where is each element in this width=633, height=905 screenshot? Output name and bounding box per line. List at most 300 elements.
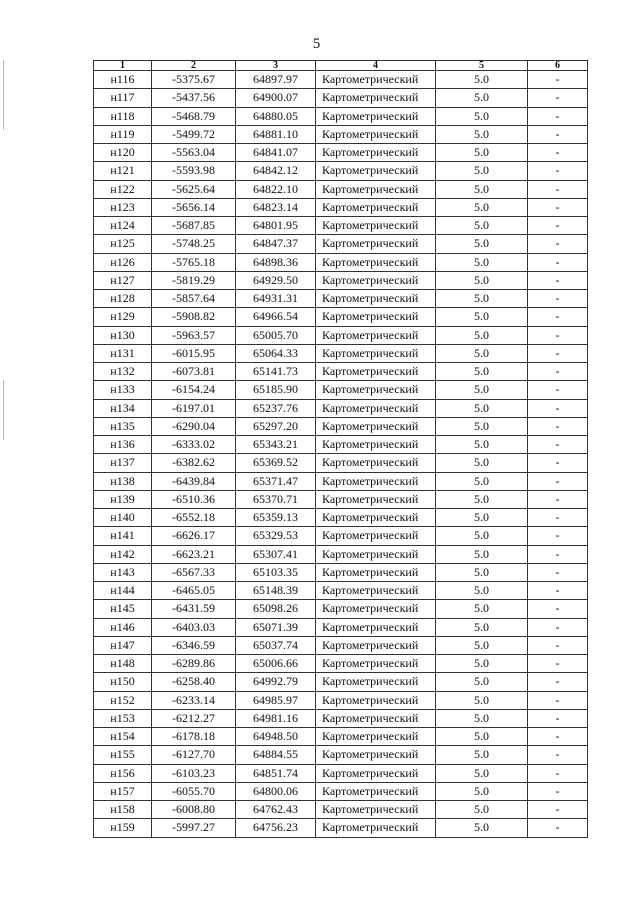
cell-method: Картометрический — [316, 490, 436, 508]
page-number: 5 — [312, 36, 321, 52]
cell-point-id: н123 — [94, 198, 152, 216]
cell-coord-x: -5437.56 — [152, 89, 236, 107]
cell-accuracy: 5.0 — [436, 636, 528, 654]
cell-accuracy: 5.0 — [436, 728, 528, 746]
table-row — [94, 399, 588, 417]
table-row — [94, 801, 588, 819]
cell-point-id: н130 — [94, 326, 152, 344]
cell-point-id: н150 — [94, 673, 152, 691]
cell-coord-x: -5499.72 — [152, 125, 236, 143]
cell-note: - — [528, 235, 588, 253]
cell-accuracy: 5.0 — [436, 308, 528, 326]
cell-method: Картометрический — [316, 125, 436, 143]
cell-accuracy: 5.0 — [436, 363, 528, 381]
cell-method: Картометрический — [316, 290, 436, 308]
cell-note: - — [528, 436, 588, 454]
cell-note: - — [528, 326, 588, 344]
cell-method: Картометрический — [316, 308, 436, 326]
cell-coord-y: 64762.43 — [236, 801, 316, 819]
cell-point-id: н144 — [94, 582, 152, 600]
cell-accuracy: 5.0 — [436, 71, 528, 89]
table-row — [94, 454, 588, 472]
table-row — [94, 344, 588, 362]
cell-accuracy: 5.0 — [436, 381, 528, 399]
cell-point-id: н158 — [94, 801, 152, 819]
cell-method: Картометрический — [316, 89, 436, 107]
scan-edge-mark-bottom — [3, 380, 4, 440]
cell-accuracy: 5.0 — [436, 253, 528, 271]
cell-accuracy: 5.0 — [436, 144, 528, 162]
cell-point-id: н128 — [94, 290, 152, 308]
cell-coord-x: -6552.18 — [152, 509, 236, 527]
cell-method: Картометрический — [316, 527, 436, 545]
cell-note: - — [528, 728, 588, 746]
cell-coord-y: 64897.97 — [236, 71, 316, 89]
cell-accuracy: 5.0 — [436, 436, 528, 454]
cell-coord-y: 65006.66 — [236, 655, 316, 673]
cell-coord-x: -5765.18 — [152, 253, 236, 271]
table-row — [94, 472, 588, 490]
cell-coord-x: -6403.03 — [152, 618, 236, 636]
cell-note: - — [528, 764, 588, 782]
cell-note: - — [528, 107, 588, 125]
cell-accuracy: 5.0 — [436, 801, 528, 819]
table-row — [94, 144, 588, 162]
cell-note: - — [528, 71, 588, 89]
cell-note: - — [528, 782, 588, 800]
cell-note: - — [528, 89, 588, 107]
header-col-3: 3 — [236, 61, 316, 71]
cell-coord-x: -5908.82 — [152, 308, 236, 326]
cell-point-id: н127 — [94, 271, 152, 289]
cell-coord-x: -5963.57 — [152, 326, 236, 344]
cell-coord-y: 65185.90 — [236, 381, 316, 399]
cell-method: Картометрический — [316, 180, 436, 198]
cell-point-id: н125 — [94, 235, 152, 253]
cell-method: Картометрический — [316, 162, 436, 180]
cell-point-id: н140 — [94, 509, 152, 527]
table-row — [94, 655, 588, 673]
cell-note: - — [528, 636, 588, 654]
cell-method: Картометрический — [316, 764, 436, 782]
table-row — [94, 746, 588, 764]
cell-coord-y: 65103.35 — [236, 563, 316, 581]
cell-coord-y: 64841.07 — [236, 144, 316, 162]
cell-coord-x: -6015.95 — [152, 344, 236, 362]
header-col-6: 6 — [528, 61, 588, 71]
cell-point-id: н152 — [94, 691, 152, 709]
cell-point-id: н147 — [94, 636, 152, 654]
cell-point-id: н118 — [94, 107, 152, 125]
table-row — [94, 107, 588, 125]
cell-accuracy: 5.0 — [436, 782, 528, 800]
cell-method: Картометрический — [316, 436, 436, 454]
cell-coord-x: -6008.80 — [152, 801, 236, 819]
cell-method: Картометрический — [316, 545, 436, 563]
table-row — [94, 162, 588, 180]
cell-note: - — [528, 253, 588, 271]
cell-coord-y: 64931.31 — [236, 290, 316, 308]
cell-method: Картометрический — [316, 107, 436, 125]
cell-method: Картометрический — [316, 709, 436, 727]
cell-note: - — [528, 509, 588, 527]
cell-method: Картометрический — [316, 144, 436, 162]
cell-accuracy: 5.0 — [436, 545, 528, 563]
table-row — [94, 363, 588, 381]
cell-note: - — [528, 563, 588, 581]
cell-method: Картометрический — [316, 198, 436, 216]
cell-point-id: н116 — [94, 71, 152, 89]
cell-accuracy: 5.0 — [436, 600, 528, 618]
cell-point-id: н159 — [94, 819, 152, 837]
cell-note: - — [528, 125, 588, 143]
cell-coord-y: 65329.53 — [236, 527, 316, 545]
cell-note: - — [528, 381, 588, 399]
table-row — [94, 271, 588, 289]
cell-coord-y: 65370.71 — [236, 490, 316, 508]
cell-method: Картометрический — [316, 582, 436, 600]
cell-accuracy: 5.0 — [436, 180, 528, 198]
cell-accuracy: 5.0 — [436, 326, 528, 344]
cell-point-id: н124 — [94, 217, 152, 235]
table-row — [94, 691, 588, 709]
cell-coord-x: -6382.62 — [152, 454, 236, 472]
cell-coord-x: -6289.86 — [152, 655, 236, 673]
cell-coord-x: -6333.02 — [152, 436, 236, 454]
cell-note: - — [528, 198, 588, 216]
cell-coord-y: 64900.07 — [236, 89, 316, 107]
table-body — [94, 71, 588, 838]
cell-accuracy: 5.0 — [436, 655, 528, 673]
cell-coord-y: 64823.14 — [236, 198, 316, 216]
cell-note: - — [528, 691, 588, 709]
cell-method: Картометрический — [316, 563, 436, 581]
cell-accuracy: 5.0 — [436, 764, 528, 782]
cell-coord-x: -6212.27 — [152, 709, 236, 727]
cell-coord-y: 65141.73 — [236, 363, 316, 381]
cell-point-id: н154 — [94, 728, 152, 746]
cell-coord-x: -6073.81 — [152, 363, 236, 381]
cell-method: Картометрический — [316, 399, 436, 417]
header-col-5: 5 — [436, 61, 528, 71]
cell-coord-y: 64884.55 — [236, 746, 316, 764]
cell-note: - — [528, 618, 588, 636]
cell-coord-x: -6346.59 — [152, 636, 236, 654]
cell-note: - — [528, 217, 588, 235]
cell-coord-y: 65148.39 — [236, 582, 316, 600]
table-row — [94, 582, 588, 600]
cell-coord-y: 65371.47 — [236, 472, 316, 490]
cell-coord-y: 64801.95 — [236, 217, 316, 235]
cell-coord-x: -6439.84 — [152, 472, 236, 490]
cell-accuracy: 5.0 — [436, 490, 528, 508]
table-row — [94, 600, 588, 618]
table-row — [94, 235, 588, 253]
cell-point-id: н122 — [94, 180, 152, 198]
cell-note: - — [528, 454, 588, 472]
cell-accuracy: 5.0 — [436, 746, 528, 764]
cell-accuracy: 5.0 — [436, 162, 528, 180]
cell-coord-y: 65297.20 — [236, 417, 316, 435]
cell-method: Картометрический — [316, 655, 436, 673]
cell-accuracy: 5.0 — [436, 89, 528, 107]
table-row — [94, 782, 588, 800]
cell-coord-y: 64985.97 — [236, 691, 316, 709]
cell-method: Картометрический — [316, 381, 436, 399]
cell-method: Картометрический — [316, 618, 436, 636]
cell-coord-x: -5468.79 — [152, 107, 236, 125]
cell-accuracy: 5.0 — [436, 107, 528, 125]
cell-method: Картометрический — [316, 509, 436, 527]
cell-method: Картометрический — [316, 636, 436, 654]
cell-method: Картометрический — [316, 253, 436, 271]
cell-coord-x: -5687.85 — [152, 217, 236, 235]
cell-coord-x: -6233.14 — [152, 691, 236, 709]
cell-point-id: н119 — [94, 125, 152, 143]
cell-coord-x: -6567.33 — [152, 563, 236, 581]
cell-note: - — [528, 582, 588, 600]
cell-note: - — [528, 490, 588, 508]
cell-method: Картометрический — [316, 217, 436, 235]
cell-point-id: н157 — [94, 782, 152, 800]
cell-method: Картометрический — [316, 417, 436, 435]
cell-method: Картометрический — [316, 673, 436, 691]
header-col-2: 2 — [152, 61, 236, 71]
cell-point-id: н146 — [94, 618, 152, 636]
cell-coord-y: 64851.74 — [236, 764, 316, 782]
cell-note: - — [528, 472, 588, 490]
table-row — [94, 764, 588, 782]
cell-method: Картометрический — [316, 71, 436, 89]
cell-method: Картометрический — [316, 472, 436, 490]
cell-accuracy: 5.0 — [436, 217, 528, 235]
cell-accuracy: 5.0 — [436, 673, 528, 691]
table-row — [94, 509, 588, 527]
cell-method: Картометрический — [316, 454, 436, 472]
cell-coord-x: -6626.17 — [152, 527, 236, 545]
cell-coord-x: -5656.14 — [152, 198, 236, 216]
cell-coord-y: 64981.16 — [236, 709, 316, 727]
cell-coord-y: 64948.50 — [236, 728, 316, 746]
cell-coord-x: -5819.29 — [152, 271, 236, 289]
cell-point-id: н131 — [94, 344, 152, 362]
cell-coord-y: 65064.33 — [236, 344, 316, 362]
cell-coord-y: 65369.52 — [236, 454, 316, 472]
cell-coord-y: 65071.39 — [236, 618, 316, 636]
cell-note: - — [528, 162, 588, 180]
cell-point-id: н135 — [94, 417, 152, 435]
cell-coord-y: 65343.21 — [236, 436, 316, 454]
cell-note: - — [528, 527, 588, 545]
cell-point-id: н155 — [94, 746, 152, 764]
table-row — [94, 125, 588, 143]
cell-note: - — [528, 673, 588, 691]
cell-point-id: н141 — [94, 527, 152, 545]
table-row — [94, 545, 588, 563]
cell-method: Картометрический — [316, 600, 436, 618]
cell-point-id: н133 — [94, 381, 152, 399]
cell-coord-x: -6258.40 — [152, 673, 236, 691]
cell-coord-x: -5997.27 — [152, 819, 236, 837]
cell-method: Картометрический — [316, 363, 436, 381]
cell-coord-x: -6623.21 — [152, 545, 236, 563]
cell-point-id: н156 — [94, 764, 152, 782]
cell-accuracy: 5.0 — [436, 454, 528, 472]
cell-note: - — [528, 655, 588, 673]
cell-point-id: н143 — [94, 563, 152, 581]
cell-point-id: н139 — [94, 490, 152, 508]
header-col-4: 4 — [316, 61, 436, 71]
cell-accuracy: 5.0 — [436, 125, 528, 143]
scan-edge-mark-top — [3, 60, 4, 130]
cell-coord-y: 64881.10 — [236, 125, 316, 143]
cell-method: Картометрический — [316, 326, 436, 344]
cell-coord-y: 64966.54 — [236, 308, 316, 326]
cell-point-id: н129 — [94, 308, 152, 326]
table-row — [94, 819, 588, 837]
cell-coord-y: 64756.23 — [236, 819, 316, 837]
cell-accuracy: 5.0 — [436, 709, 528, 727]
table-row — [94, 89, 588, 107]
cell-coord-y: 64800.06 — [236, 782, 316, 800]
cell-coord-y: 65237.76 — [236, 399, 316, 417]
cell-coord-y: 64898.36 — [236, 253, 316, 271]
cell-accuracy: 5.0 — [436, 472, 528, 490]
cell-coord-y: 64929.50 — [236, 271, 316, 289]
cell-coord-x: -6154.24 — [152, 381, 236, 399]
cell-point-id: н120 — [94, 144, 152, 162]
cell-note: - — [528, 308, 588, 326]
cell-note: - — [528, 801, 588, 819]
cell-coord-y: 65005.70 — [236, 326, 316, 344]
cell-accuracy: 5.0 — [436, 527, 528, 545]
table-row — [94, 709, 588, 727]
cell-note: - — [528, 545, 588, 563]
cell-accuracy: 5.0 — [436, 290, 528, 308]
cell-accuracy: 5.0 — [436, 509, 528, 527]
table-row — [94, 636, 588, 654]
cell-method: Картометрический — [316, 691, 436, 709]
cell-point-id: н126 — [94, 253, 152, 271]
cell-method: Картометрический — [316, 746, 436, 764]
cell-point-id: н145 — [94, 600, 152, 618]
cell-method: Картометрический — [316, 344, 436, 362]
cell-coord-x: -6465.05 — [152, 582, 236, 600]
cell-method: Картометрический — [316, 801, 436, 819]
cell-accuracy: 5.0 — [436, 582, 528, 600]
cell-point-id: н134 — [94, 399, 152, 417]
cell-coord-y: 65359.13 — [236, 509, 316, 527]
cell-accuracy: 5.0 — [436, 344, 528, 362]
cell-note: - — [528, 600, 588, 618]
cell-point-id: н137 — [94, 454, 152, 472]
cell-accuracy: 5.0 — [436, 618, 528, 636]
table-row — [94, 527, 588, 545]
table-row — [94, 326, 588, 344]
cell-note: - — [528, 290, 588, 308]
cell-method: Картометрический — [316, 782, 436, 800]
cell-coord-y: 65307.41 — [236, 545, 316, 563]
cell-point-id: н136 — [94, 436, 152, 454]
cell-method: Картометрический — [316, 235, 436, 253]
cell-note: - — [528, 417, 588, 435]
table-row — [94, 618, 588, 636]
cell-coord-x: -6431.59 — [152, 600, 236, 618]
cell-method: Картометрический — [316, 728, 436, 746]
cell-accuracy: 5.0 — [436, 198, 528, 216]
cell-note: - — [528, 344, 588, 362]
table-row — [94, 436, 588, 454]
cell-accuracy: 5.0 — [436, 563, 528, 581]
cell-accuracy: 5.0 — [436, 819, 528, 837]
cell-accuracy: 5.0 — [436, 691, 528, 709]
cell-coord-x: -5857.64 — [152, 290, 236, 308]
table-row — [94, 198, 588, 216]
cell-coord-y: 65037.74 — [236, 636, 316, 654]
cell-coord-x: -6290.04 — [152, 417, 236, 435]
cell-note: - — [528, 746, 588, 764]
cell-note: - — [528, 399, 588, 417]
cell-accuracy: 5.0 — [436, 271, 528, 289]
cell-coord-x: -5748.25 — [152, 235, 236, 253]
table-row — [94, 417, 588, 435]
cell-coord-x: -6197.01 — [152, 399, 236, 417]
cell-coord-y: 64880.05 — [236, 107, 316, 125]
cell-point-id: н121 — [94, 162, 152, 180]
cell-point-id: н138 — [94, 472, 152, 490]
cell-coord-x: -6178.18 — [152, 728, 236, 746]
header-col-1: 1 — [94, 61, 152, 71]
cell-coord-x: -6055.70 — [152, 782, 236, 800]
table-row — [94, 217, 588, 235]
cell-coord-x: -5593.98 — [152, 162, 236, 180]
cell-accuracy: 5.0 — [436, 399, 528, 417]
cell-note: - — [528, 819, 588, 837]
table-row — [94, 180, 588, 198]
cell-note: - — [528, 271, 588, 289]
cell-point-id: н142 — [94, 545, 152, 563]
cell-coord-x: -5563.04 — [152, 144, 236, 162]
coordinates-table — [93, 60, 588, 838]
cell-coord-y: 64847.37 — [236, 235, 316, 253]
table-row — [94, 728, 588, 746]
table-row — [94, 308, 588, 326]
cell-point-id: н148 — [94, 655, 152, 673]
cell-point-id: н153 — [94, 709, 152, 727]
cell-point-id: н117 — [94, 89, 152, 107]
table-row — [94, 490, 588, 508]
cell-note: - — [528, 363, 588, 381]
table-row — [94, 673, 588, 691]
table-row — [94, 381, 588, 399]
cell-coord-y: 64992.79 — [236, 673, 316, 691]
cell-point-id: н132 — [94, 363, 152, 381]
cell-accuracy: 5.0 — [436, 417, 528, 435]
cell-coord-x: -5375.67 — [152, 71, 236, 89]
cell-coord-x: -6510.36 — [152, 490, 236, 508]
table-row — [94, 290, 588, 308]
cell-coord-y: 64842.12 — [236, 162, 316, 180]
cell-coord-y: 65098.26 — [236, 600, 316, 618]
cell-coord-x: -6103.23 — [152, 764, 236, 782]
cell-note: - — [528, 709, 588, 727]
cell-note: - — [528, 180, 588, 198]
cell-accuracy: 5.0 — [436, 235, 528, 253]
cell-coord-x: -6127.70 — [152, 746, 236, 764]
table-row — [94, 563, 588, 581]
cell-method: Картометрический — [316, 271, 436, 289]
cell-coord-y: 64822.10 — [236, 180, 316, 198]
